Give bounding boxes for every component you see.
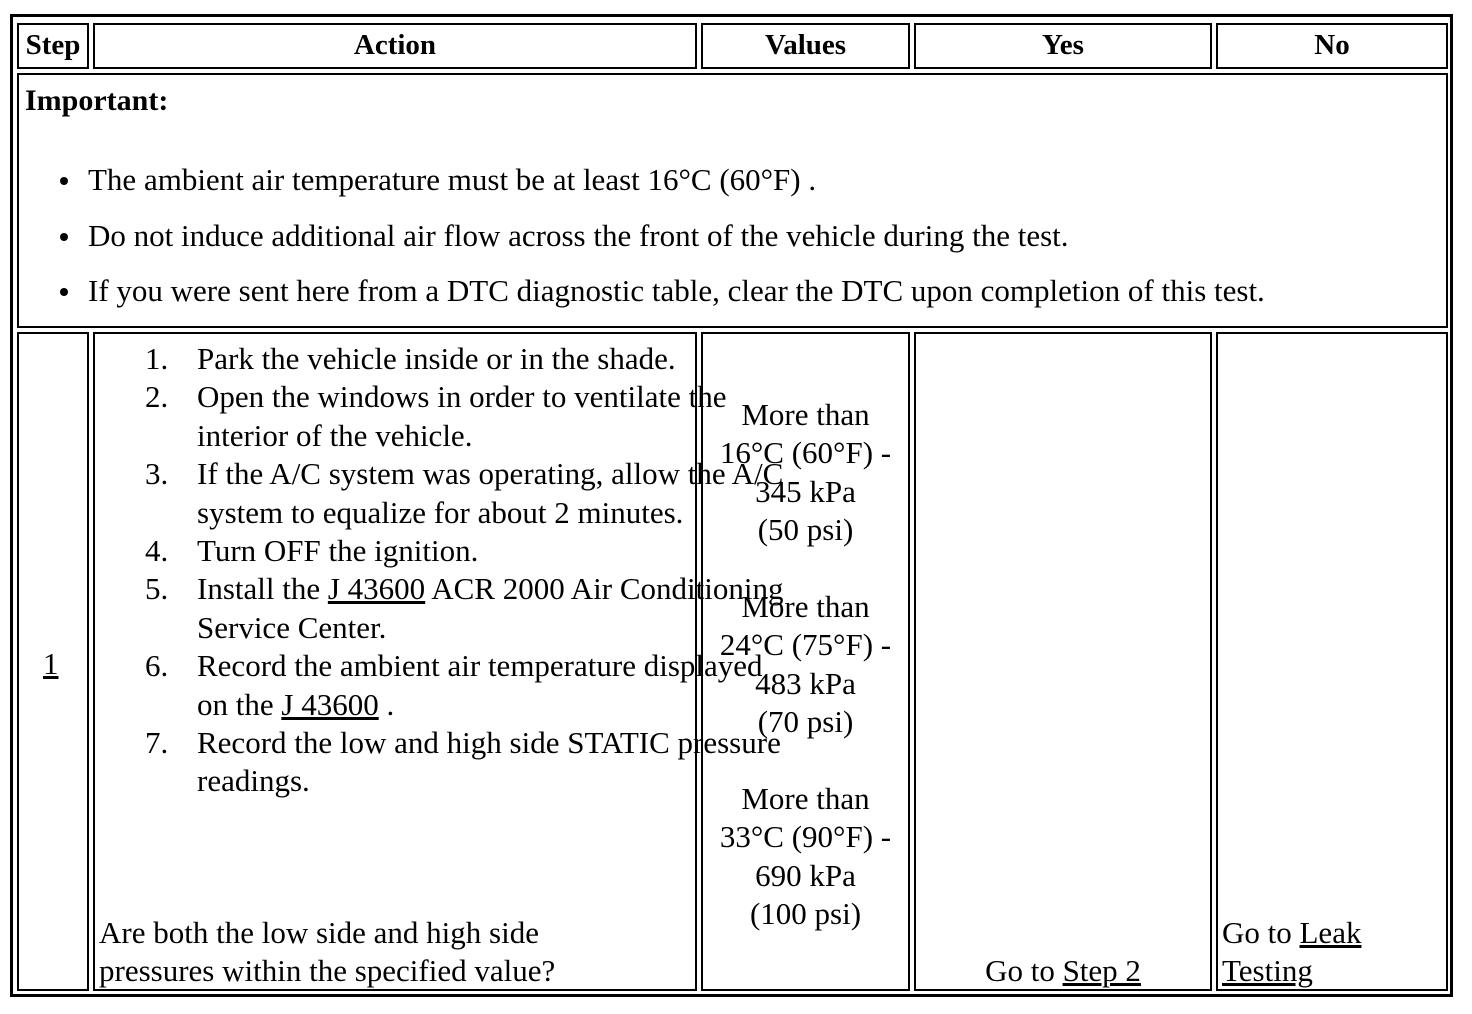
header-step-label: Step [25,29,81,61]
value-line: 483 kPa [755,665,856,701]
diagnostic-table [10,14,1453,997]
value-line: More than [741,781,870,816]
procedure-steps [95,340,797,801]
tool-link-j43600[interactable]: J 43600 [327,571,426,607]
value-line: 33°C (90°F) - [719,819,892,855]
leak-testing-link[interactable]: Testing [1222,953,1313,989]
procedure-step [95,532,797,570]
header-values-label: Values [764,29,847,61]
values-cell [701,332,910,991]
step-text-pre: Install the [197,571,328,607]
header-no [1216,23,1448,69]
value-line: (70 psi) [757,704,854,740]
important-title: Important: [25,84,169,117]
goto-step-2-link[interactable]: Step 2 [1062,953,1141,988]
step-text: Turn OFF the ignition. [197,533,479,569]
value-spec [703,588,908,742]
action-cell [93,332,784,991]
step-text: Record the low and high side STATIC pressure readings. [197,725,781,799]
important-item: If you were sent here from a DTC diagnostic table, clear the DTC upon completion of this test. [19,272,1265,328]
step-num: 1. [145,341,169,376]
important-list [19,161,1265,328]
header-values [701,23,910,69]
header-action [93,23,697,69]
yes-cell [914,332,1212,991]
procedure-step [95,378,797,455]
value-line: (50 psi) [757,512,854,548]
procedure-step [95,570,797,647]
header-action-label: Action [353,29,437,61]
step-text: Park the vehicle inside or in the shade. [197,341,676,376]
procedure-step [95,455,797,532]
no-cell [1216,332,1448,991]
step-text-post: ACR 2000 Air Conditioning Service Center. [197,571,784,645]
procedure-step [95,724,797,801]
step-num: 3. [145,456,169,492]
step-number-cell [17,332,89,991]
header-step [17,23,89,69]
step-text-pre: Record the ambient air temperature displayed on the [197,648,763,722]
step-num: 6. [145,648,169,684]
no-prefix: Go to [1222,915,1300,950]
yes-action [916,952,1210,990]
step-num: 2. [145,379,169,415]
value-line: More than [741,589,870,624]
step-text: Open the windows in order to ventilate the interior of the vehicle. [197,379,727,453]
step-num: 4. [145,533,169,569]
step-text-post: . [378,686,395,722]
header-yes [914,23,1212,69]
question-text: Are both the low side and high side pressures within the specified value? [99,915,556,989]
important-notice [17,73,1448,328]
value-line: 345 kPa [755,473,856,509]
header-no-label: No [1314,29,1350,61]
header-yes-label: Yes [1042,29,1084,61]
step-num: 5. [145,571,169,607]
important-item: The ambient air temperature must be at least 16°C (60°F) . [19,161,1265,217]
procedure-step [95,647,797,724]
value-line: 16°C (60°F) - [719,435,892,471]
procedure-step [95,340,797,378]
no-action [1222,914,1361,991]
step-1-link[interactable]: 1 [43,646,59,681]
tool-link-j43600[interactable]: J 43600 [281,686,379,722]
value-spec [703,396,908,550]
value-line: More than [741,397,870,432]
value-line: 24°C (75°F) - [719,627,892,663]
important-item: Do not induce additional air flow across the front of the vehicle during the test. [19,217,1265,273]
value-spec [703,780,908,934]
yes-prefix: Go to [985,953,1063,988]
value-line: (100 psi) [749,896,862,932]
step-num: 7. [145,725,169,761]
leak-testing-link[interactable]: Leak [1299,915,1362,950]
step-text: If the A/C system was operating, allow the A/C system to equalize for about 2 minutes. [197,456,784,530]
value-line: 690 kPa [755,857,856,893]
